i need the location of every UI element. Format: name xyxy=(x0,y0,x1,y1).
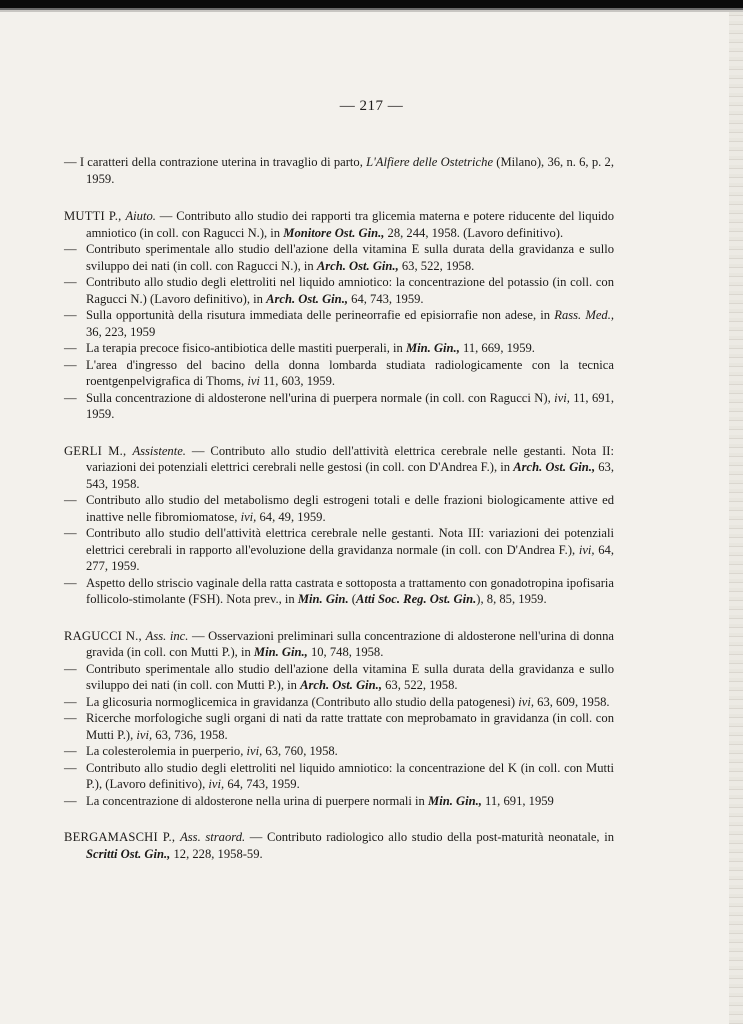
bibliography-entry xyxy=(64,492,614,525)
entry-text: 63, 522, 1958. xyxy=(381,678,458,692)
journal-title: Min. Gin., xyxy=(253,645,308,659)
journal-title: L'Alfiere delle Ostetriche xyxy=(366,155,494,169)
author-role: Assistente. xyxy=(132,443,186,458)
page-number: — 217 — xyxy=(339,98,404,114)
entry-text: La concentrazione di aldosterone nella urina di puerpere normali in xyxy=(86,793,428,808)
entry-text: Contributo sperimentale allo studio dell'azione della vitamina E sulla durata della gravidanza e sullo sviluppo dei nati (in coll. con Ragucci N.), in xyxy=(86,242,614,273)
entry-text: — Contributo allo studio dei rapporti tra glicemia materna e potere riducente del liquido amniotico (in coll. con Ragucci N.), in xyxy=(86,209,614,240)
bibliography-entry xyxy=(64,525,614,575)
entry-text: La colesterolemia in puerperio, xyxy=(86,744,247,758)
entry-text: 63, 522, 1958. xyxy=(398,258,475,273)
entry-dash: — xyxy=(64,526,77,540)
journal-title: Arch. Ost. Gin., xyxy=(513,460,596,474)
entry-dash: — xyxy=(64,575,77,590)
bibliography-entry xyxy=(64,694,614,711)
entry-dash: — xyxy=(64,694,77,709)
entry-text: 63, 760, 1958. xyxy=(262,744,338,758)
entry-text: — Contributo radiologico allo studio della post-maturità neonatale, in xyxy=(245,830,614,844)
entry-dash: — xyxy=(64,341,77,355)
journal-title: Monitore Ost. Gin., xyxy=(283,225,385,240)
journal-title: ivi, xyxy=(136,727,153,742)
author-role: Ass. inc. xyxy=(145,628,189,643)
author-name: GERLI M., xyxy=(64,443,133,458)
entry-text: 64, 49, 1959. xyxy=(256,509,326,524)
entry-dash: — xyxy=(64,275,77,289)
scan-top-border xyxy=(0,0,743,12)
bibliography-entry xyxy=(64,575,614,608)
journal-title: Scritti Ost. Gin., xyxy=(86,846,171,861)
entry-text: — Contributo allo studio dell'attività elettrica cerebrale nelle gestanti. Nota II: variazioni dei potenziali elettrici cerebrali nelle gestosi (in coll. con D'Andrea F.), in xyxy=(86,443,614,474)
author-heading xyxy=(64,208,614,241)
author-block-bergamaschi xyxy=(64,829,614,862)
journal-title: ivi, xyxy=(518,694,535,709)
author-heading xyxy=(64,628,614,661)
entry-text: 11, 669, 1959. xyxy=(459,341,535,355)
journal-title: Min. Gin., xyxy=(428,793,482,808)
entry-text: 64, 743, 1959. xyxy=(224,777,300,791)
entry-text: Contributo allo studio del metabolismo degli estrogeni totali e delle frazioni biologicamente attive ed inattive nelle fibromiomatose, xyxy=(86,493,614,524)
entry-text: L'area d'ingresso del bacino della donna lombarda studiata radiologicamente con la tecnica roentgenpelvigrafica di Thoms, xyxy=(86,357,614,388)
journal-title: Arch. Ost. Gin., xyxy=(316,258,399,273)
entry-dash: — xyxy=(64,793,77,808)
entry-text: 10, 748, 1958. xyxy=(307,645,384,659)
journal-title: ivi, xyxy=(240,509,257,524)
entry-text: Contributo allo studio degli elettroliti nel liquido amniotico: la concentrazione del potassio (in coll. con Ragucci N.) (Lavoro definitivo), in xyxy=(86,275,614,306)
entry-text: 63, 609, 1958. xyxy=(534,694,610,709)
entry-dash: — xyxy=(64,661,77,676)
entry-text: 28, 244, 1958. (Lavoro definitivo). xyxy=(384,225,564,240)
entry-text: 11, 603, 1959. xyxy=(259,374,336,388)
author-block-gerli xyxy=(64,443,614,608)
journal-title: ivi, xyxy=(554,390,570,405)
entry-dash: — xyxy=(64,493,77,507)
entry-text: La glicosuria normoglicemica in gravidanza (Contributo allo studio della patogenesi) xyxy=(86,694,519,709)
entry-text: — I caratteri della contrazione uterina in travaglio di parto, xyxy=(64,155,367,169)
author-name: BERGAMASCHI P., xyxy=(64,830,181,844)
journal-title: Arch. Ost. Gin., xyxy=(266,291,348,306)
scan-right-edge xyxy=(729,12,743,1024)
entry-dash: — xyxy=(64,357,77,372)
entry-text: 64, 277, 1959. xyxy=(86,542,615,573)
bibliography-entry xyxy=(64,793,614,810)
entry-text: 64, 743, 1959. xyxy=(348,291,424,306)
bibliography-list xyxy=(64,154,614,882)
journal-title: ivi, xyxy=(578,542,595,557)
entry-text: 36, 223, 1959 xyxy=(86,324,156,339)
author-block-prev xyxy=(64,154,614,187)
author-heading xyxy=(64,829,614,862)
author-block-ragucci xyxy=(64,628,614,810)
bibliography-entry xyxy=(64,241,614,274)
entry-text: Contributo allo studio dell'attività elettrica cerebrale nelle gestanti. Nota III: variazioni dei potenziali elettrici cerebrali in rapporto all'evoluzione della gravidanza normale (in coll. con D'Andrea F.), xyxy=(86,526,614,557)
entry-text: Sulla concentrazione di aldosterone nell'urina di puerpera normale (in coll. con Ragucci N), xyxy=(86,390,555,405)
bibliography-entry xyxy=(64,357,614,390)
entry-text: ( xyxy=(348,592,356,606)
author-role: Ass. straord. xyxy=(180,830,246,844)
bibliography-entry xyxy=(64,661,614,694)
entry-dash: — xyxy=(64,760,77,775)
entry-text: Aspetto dello striscio vaginale della ratta castrata e sottoposta a trattamento con gonadotropina ipofisaria follicolo-stimolante (FSH). Nota prev., in xyxy=(86,575,614,606)
entry-text: 11, 691, 1959. xyxy=(86,390,614,421)
entry-dash: — xyxy=(64,744,77,758)
author-heading xyxy=(64,443,614,493)
author-block-mutti xyxy=(64,208,614,423)
bibliography-entry xyxy=(64,154,614,187)
bibliography-entry xyxy=(64,307,614,340)
entry-dash: — xyxy=(64,390,77,405)
bibliography-entry xyxy=(64,710,614,743)
journal-title: Rass. Med., xyxy=(554,308,615,322)
entry-text: La terapia precoce fisico-antibiotica delle mastiti puerperali, in xyxy=(86,341,406,355)
journal-title: Min. Gin., xyxy=(405,341,460,355)
entry-text: Contributo sperimentale allo studio dell'azione della vitamina E sulla durata della gravidanza e sullo sviluppo dei nati (in coll. con Mutti P.), in xyxy=(86,661,614,692)
entry-text: Ricerche morfologiche sugli organi di nati da ratte trattate con meprobamato in gravidanza (in coll. con Mutti P.), xyxy=(86,711,614,742)
bibliography-entry xyxy=(64,760,614,793)
author-name: MUTTI P., xyxy=(64,209,126,223)
entry-text: ), 8, 85, 1959. xyxy=(476,592,547,606)
journal-title: ivi, xyxy=(208,777,225,791)
bibliography-entry xyxy=(64,274,614,307)
bibliography-entry xyxy=(64,340,614,357)
entry-text: 63, 736, 1958. xyxy=(152,727,228,742)
entry-dash: — xyxy=(64,308,77,322)
journal-title: ivi, xyxy=(246,744,263,758)
author-role: Aiuto. xyxy=(125,209,156,223)
entry-text: 12, 228, 1958-59. xyxy=(170,846,263,861)
entry-text: Sulla opportunità della risutura immediata delle perineorrafie ed episiorrafie non adese, in xyxy=(86,308,555,322)
journal-title: Arch. Ost. Gin., xyxy=(300,678,382,692)
journal-title: Min. Gin. xyxy=(297,592,349,606)
bibliography-entry xyxy=(64,743,614,760)
author-name: RAGUCCI N., xyxy=(64,628,146,643)
journal-title: ivi xyxy=(247,374,260,388)
entry-text: Contributo allo studio degli elettroliti nel liquido amniotico: la concentrazione del K (in coll. con Mutti P.), (Lavoro definitivo), xyxy=(86,760,614,791)
entry-text: 63, 543, 1958. xyxy=(86,460,615,491)
bibliography-entry xyxy=(64,390,614,423)
entry-text: (Milano), 36, n. 6, p. 2, 1959. xyxy=(86,155,614,186)
entry-text: 11, 691, 1959 xyxy=(481,793,554,808)
journal-title: Atti Soc. Reg. Ost. Gin. xyxy=(355,592,477,606)
entry-text: — Osservazioni preliminari sulla concentrazione di aldosterone nell'urina di donna gravida (in coll. con Mutti P.), in xyxy=(86,628,614,659)
entry-dash: — xyxy=(64,242,77,256)
entry-dash: — xyxy=(64,711,77,725)
